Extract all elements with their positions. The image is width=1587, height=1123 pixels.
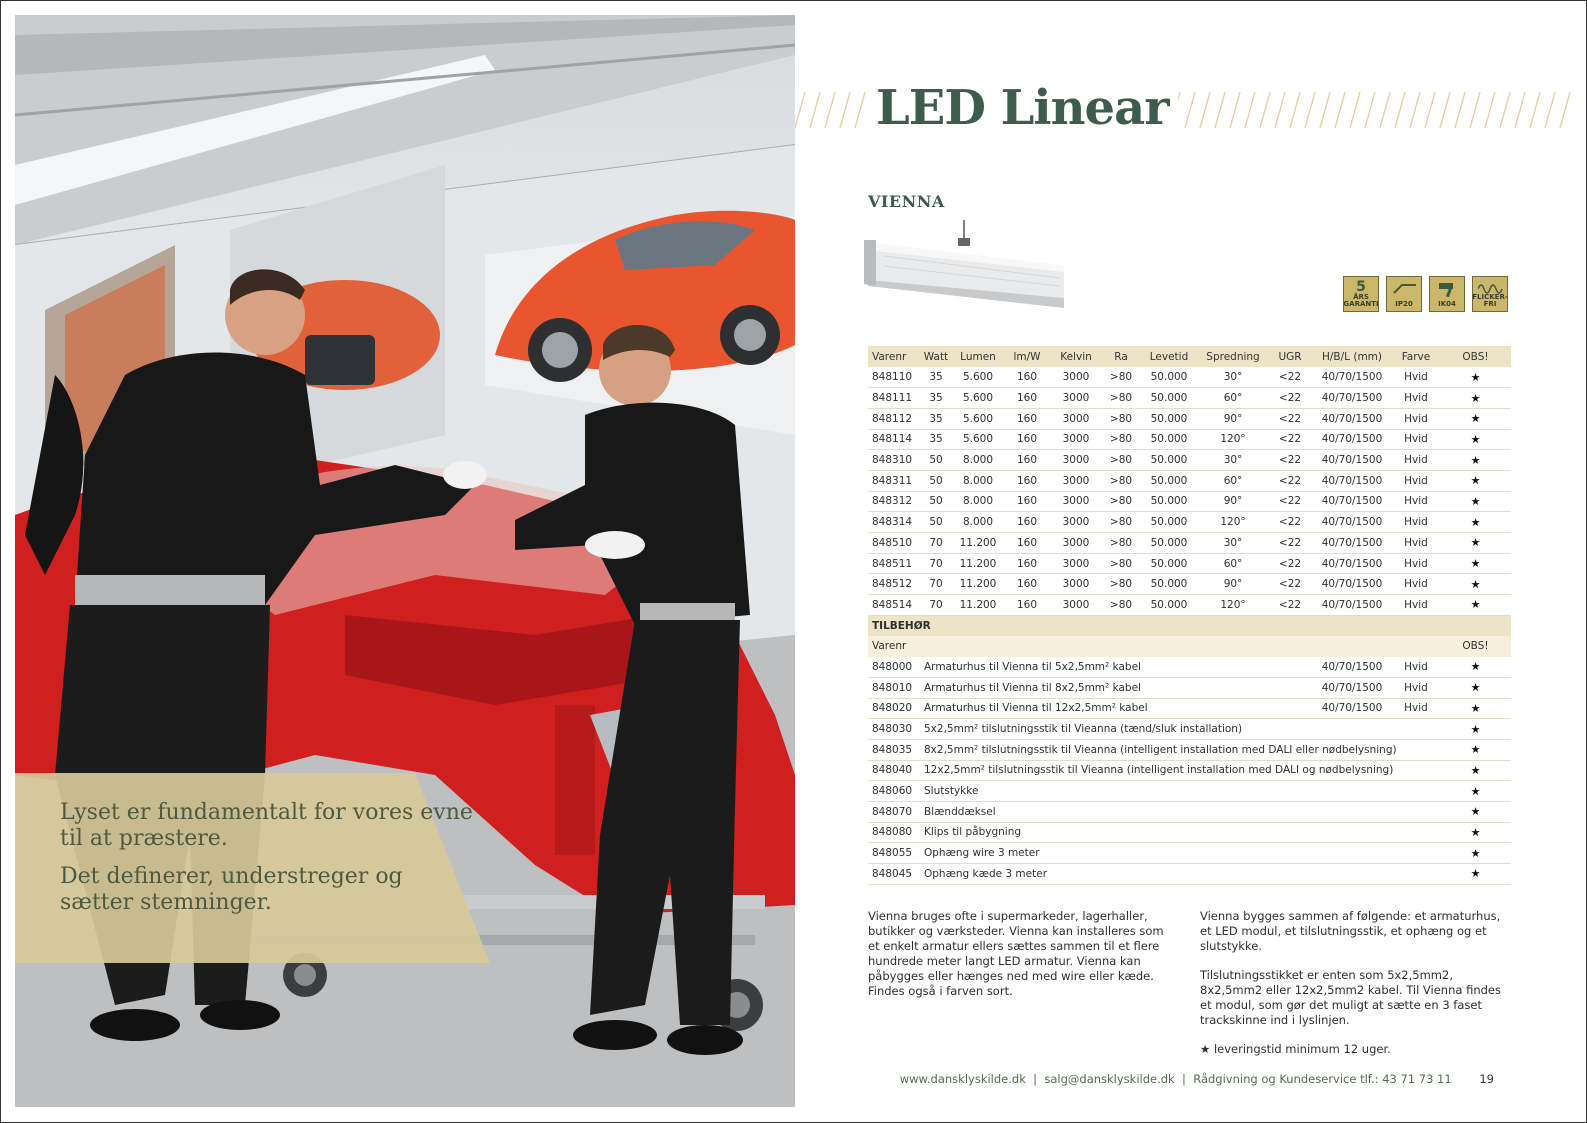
accessory-row — [868, 801, 1511, 822]
spec-cell: 40/70/1500 — [1312, 470, 1392, 491]
accessory-dimensions: 40/70/1500 — [1312, 698, 1392, 719]
spec-cell: 90° — [1198, 574, 1268, 595]
accessory-row — [868, 864, 1511, 885]
description-right — [1200, 909, 1515, 1071]
hatch-line — [1290, 92, 1300, 128]
spec-header-cell: Farve — [1392, 346, 1440, 367]
badge-label: IK04 — [1438, 300, 1456, 308]
spec-cell: 11.200 — [952, 595, 1004, 616]
spec-cell: 160 — [1004, 450, 1050, 471]
hatch-line — [1230, 92, 1240, 128]
accessory-varenr: 848010 — [868, 677, 920, 698]
accessory-description: 5x2,5mm² tilslutningsstik til Vieanna (tænd/sluk installation) — [920, 719, 1440, 740]
spec-cell: 40/70/1500 — [1312, 512, 1392, 533]
hatch-line — [1380, 92, 1390, 128]
spec-cell: 848112 — [868, 408, 920, 429]
spec-cell: 160 — [1004, 574, 1050, 595]
accessory-varenr: 848070 — [868, 801, 920, 822]
spec-cell: >80 — [1102, 533, 1140, 554]
spec-cell: 50 — [920, 512, 952, 533]
accessories-header-obs: OBS! — [1440, 636, 1511, 657]
spec-cell: 848512 — [868, 574, 920, 595]
spec-header-cell: UGR — [1268, 346, 1312, 367]
spec-cell: 11.200 — [952, 553, 1004, 574]
spec-cell: 40/70/1500 — [1312, 595, 1392, 616]
spec-cell: 70 — [920, 574, 952, 595]
spec-cell: <22 — [1268, 450, 1312, 471]
spec-cell: 50 — [920, 470, 952, 491]
hatch-line — [1410, 92, 1420, 128]
spec-cell: >80 — [1102, 450, 1140, 471]
accessory-dimensions: 40/70/1500 — [1312, 677, 1392, 698]
spec-row — [868, 512, 1511, 533]
spec-cell: 50.000 — [1140, 367, 1198, 388]
accessory-description: 8x2,5mm² tilslutningsstik til Vieanna (intelligent installation med DALI eller nødbelysning) — [920, 739, 1440, 760]
spec-cell: 60° — [1198, 470, 1268, 491]
hatch-line — [1470, 92, 1480, 128]
accessories-header-spacer — [920, 636, 1440, 657]
spec-cell: 160 — [1004, 491, 1050, 512]
accessory-row — [868, 657, 1511, 678]
spec-cell: 848510 — [868, 533, 920, 554]
spec-cell: 5.600 — [952, 429, 1004, 450]
spec-cell: <22 — [1268, 553, 1312, 574]
spec-cell: 30° — [1198, 367, 1268, 388]
spec-cell: 40/70/1500 — [1312, 408, 1392, 429]
obs-star-icon: ★ — [1440, 367, 1511, 388]
spec-header-cell: Varenr — [868, 346, 920, 367]
accessory-description: Ophæng wire 3 meter — [920, 843, 1440, 864]
spec-cell: 848111 — [868, 388, 920, 409]
spec-cell: 30° — [1198, 533, 1268, 554]
obs-star-icon: ★ — [1440, 408, 1511, 429]
spec-cell: >80 — [1102, 553, 1140, 574]
obs-star-icon: ★ — [1440, 698, 1511, 719]
accessory-description: Klips til påbygning — [920, 822, 1440, 843]
spec-cell: 848312 — [868, 491, 920, 512]
ip20-icon — [1392, 281, 1418, 297]
spec-cell: >80 — [1102, 388, 1140, 409]
spec-row — [868, 574, 1511, 595]
spec-cell: 3000 — [1050, 470, 1102, 491]
obs-star-icon: ★ — [1440, 595, 1511, 616]
hatch-line — [825, 92, 835, 128]
quote-line-1: Lyset er fundamentalt for vores evne til at præstere. — [60, 800, 473, 851]
spec-cell: 3000 — [1050, 553, 1102, 574]
spec-cell: 3000 — [1050, 574, 1102, 595]
accessory-varenr: 848000 — [868, 657, 920, 678]
spec-cell: Hvid — [1392, 574, 1440, 595]
spec-cell: 848311 — [868, 470, 920, 491]
spec-row — [868, 470, 1511, 491]
spec-row — [868, 491, 1511, 512]
accessory-color: Hvid — [1392, 698, 1440, 719]
spec-header-row — [868, 346, 1511, 367]
spec-cell: Hvid — [1392, 388, 1440, 409]
spec-cell: >80 — [1102, 512, 1140, 533]
quote-line-2: Det definerer, understreger og sætter stemninger. — [60, 864, 403, 915]
spec-cell: 120° — [1198, 429, 1268, 450]
spec-cell: 35 — [920, 408, 952, 429]
spec-cell: Hvid — [1392, 429, 1440, 450]
spec-row — [868, 553, 1511, 574]
hatch-line — [1455, 92, 1465, 128]
obs-star-icon: ★ — [1440, 677, 1511, 698]
spec-cell: 60° — [1198, 553, 1268, 574]
accessory-description: 12x2,5mm² tilslutningsstik til Vieanna (intelligent installation med DALI og nødbelysning) — [920, 760, 1440, 781]
spec-cell: 3000 — [1050, 450, 1102, 471]
accessory-color: Hvid — [1392, 657, 1440, 678]
spec-cell: <22 — [1268, 429, 1312, 450]
spec-cell: 40/70/1500 — [1312, 491, 1392, 512]
spec-cell: <22 — [1268, 367, 1312, 388]
spec-cell: 50.000 — [1140, 450, 1198, 471]
spec-cell: <22 — [1268, 388, 1312, 409]
accessory-description: Slutstykke — [920, 781, 1440, 802]
spec-cell: 5.600 — [952, 367, 1004, 388]
spec-row — [868, 429, 1511, 450]
spec-cell: 8.000 — [952, 450, 1004, 471]
spec-cell: 160 — [1004, 388, 1050, 409]
spec-cell: 40/70/1500 — [1312, 533, 1392, 554]
spec-cell: 50.000 — [1140, 388, 1198, 409]
spec-cell: <22 — [1268, 533, 1312, 554]
spec-cell: 848114 — [868, 429, 920, 450]
description-right-2: Tilslutningsstikket er enten som 5x2,5mm2, 8x2,5mm2 eller 12x2,5mm2 kabel. Til Vienna findes et modul, som gør det muligt at sætte en 3 faset trackskinne ind i lyslinjen. — [1200, 968, 1501, 1027]
spec-cell: 160 — [1004, 470, 1050, 491]
spec-cell: 5.600 — [952, 408, 1004, 429]
spec-cell: 160 — [1004, 367, 1050, 388]
spec-cell: 50.000 — [1140, 429, 1198, 450]
spec-cell: 40/70/1500 — [1312, 367, 1392, 388]
spec-cell: Hvid — [1392, 595, 1440, 616]
spec-cell: 30° — [1198, 450, 1268, 471]
spec-cell: 3000 — [1050, 491, 1102, 512]
hatch-line — [1185, 92, 1195, 128]
spec-cell: 11.200 — [952, 533, 1004, 554]
spec-cell: 70 — [920, 553, 952, 574]
spec-cell: Hvid — [1392, 367, 1440, 388]
spec-cell: >80 — [1102, 408, 1140, 429]
ik04-badge — [1429, 276, 1465, 312]
spec-cell: 11.200 — [952, 574, 1004, 595]
spec-cell: 70 — [920, 533, 952, 554]
spec-cell: 160 — [1004, 533, 1050, 554]
obs-star-icon: ★ — [1440, 470, 1511, 491]
spec-cell: Hvid — [1392, 450, 1440, 471]
flicker-free-icon — [1478, 281, 1504, 297]
accessory-varenr: 848035 — [868, 739, 920, 760]
spec-cell: 40/70/1500 — [1312, 450, 1392, 471]
spec-cell: 3000 — [1050, 512, 1102, 533]
spec-cell: <22 — [1268, 470, 1312, 491]
spec-cell: 8.000 — [952, 470, 1004, 491]
hatch-line — [1485, 92, 1495, 128]
spec-cell: <22 — [1268, 512, 1312, 533]
spec-cell: 3000 — [1050, 388, 1102, 409]
obs-star-icon: ★ — [1440, 553, 1511, 574]
spec-row — [868, 367, 1511, 388]
spec-cell: >80 — [1102, 595, 1140, 616]
delivery-note: ★ leveringstid minimum 12 uger. — [1200, 1042, 1391, 1056]
accessory-description: Ophæng kæde 3 meter — [920, 864, 1440, 885]
obs-star-icon: ★ — [1440, 760, 1511, 781]
obs-star-icon: ★ — [1440, 533, 1511, 554]
accessory-row — [868, 760, 1511, 781]
spec-cell: 3000 — [1050, 533, 1102, 554]
workshop-photo — [15, 15, 795, 1107]
spec-header-cell: lm/W — [1004, 346, 1050, 367]
spec-cell: >80 — [1102, 491, 1140, 512]
accessory-row — [868, 719, 1511, 740]
obs-star-icon: ★ — [1440, 491, 1511, 512]
page-title: LED Linear — [866, 80, 1178, 136]
spec-header-cell: Spredning — [1198, 346, 1268, 367]
spec-cell: >80 — [1102, 367, 1140, 388]
accessory-description: Blænddæksel — [920, 801, 1440, 822]
spec-row — [868, 595, 1511, 616]
obs-star-icon: ★ — [1440, 512, 1511, 533]
accessory-description: Armaturhus til Vienna til 8x2,5mm² kabel — [920, 677, 1312, 698]
hatch-line — [1365, 92, 1375, 128]
hatch-line — [855, 92, 865, 128]
spec-cell: 848514 — [868, 595, 920, 616]
spec-cell: 35 — [920, 367, 952, 388]
hatch-line — [1545, 92, 1555, 128]
spec-cell: Hvid — [1392, 533, 1440, 554]
spec-cell: 50.000 — [1140, 408, 1198, 429]
spec-cell: 35 — [920, 429, 952, 450]
spec-cell: >80 — [1102, 574, 1140, 595]
accessory-varenr: 848060 — [868, 781, 920, 802]
spec-cell: 40/70/1500 — [1312, 574, 1392, 595]
page-number: 19 — [1479, 1072, 1494, 1086]
accessory-row — [868, 843, 1511, 864]
spec-cell: 120° — [1198, 595, 1268, 616]
spec-cell: Hvid — [1392, 491, 1440, 512]
obs-star-icon: ★ — [1440, 429, 1511, 450]
spec-cell: <22 — [1268, 595, 1312, 616]
accessory-row — [868, 677, 1511, 698]
hatch-line — [1500, 92, 1510, 128]
accessory-varenr: 848040 — [868, 760, 920, 781]
hatch-line — [1245, 92, 1255, 128]
spec-cell: 40/70/1500 — [1312, 553, 1392, 574]
spec-cell: 8.000 — [952, 512, 1004, 533]
spec-cell: 160 — [1004, 429, 1050, 450]
spec-cell: 8.000 — [952, 491, 1004, 512]
spec-cell: 3000 — [1050, 429, 1102, 450]
accessory-varenr: 848045 — [868, 864, 920, 885]
accessory-row — [868, 781, 1511, 802]
description-left — [868, 909, 1173, 1013]
accessory-varenr: 848080 — [868, 822, 920, 843]
accessory-varenr: 848030 — [868, 719, 920, 740]
flicker-free-badge — [1472, 276, 1508, 312]
footer — [900, 1072, 1494, 1086]
spec-cell: 848511 — [868, 553, 920, 574]
spec-cell: 3000 — [1050, 595, 1102, 616]
spec-cell: <22 — [1268, 574, 1312, 595]
hatch-line — [1530, 92, 1540, 128]
vienna-luminaire-image — [864, 220, 1064, 319]
accessory-row — [868, 698, 1511, 719]
spec-cell: 160 — [1004, 408, 1050, 429]
spec-cell: Hvid — [1392, 470, 1440, 491]
spec-header-cell: Levetid — [1140, 346, 1198, 367]
accessory-varenr: 848020 — [868, 698, 920, 719]
spec-cell: 60° — [1198, 388, 1268, 409]
obs-star-icon: ★ — [1440, 739, 1511, 760]
spec-row — [868, 388, 1511, 409]
quote — [60, 800, 480, 928]
spec-cell: 50.000 — [1140, 574, 1198, 595]
badge-label: FLICKER-FRI — [1472, 293, 1508, 308]
hatch-line — [1560, 92, 1570, 128]
spec-cell: 848110 — [868, 367, 920, 388]
obs-star-icon: ★ — [1440, 657, 1511, 678]
obs-star-icon: ★ — [1440, 822, 1511, 843]
obs-star-icon: ★ — [1440, 864, 1511, 885]
spec-header-cell: OBS! — [1440, 346, 1511, 367]
hatch-line — [1275, 92, 1285, 128]
hatch-line — [795, 92, 805, 128]
obs-star-icon: ★ — [1440, 843, 1511, 864]
spec-cell: 70 — [920, 595, 952, 616]
spec-cell: 160 — [1004, 595, 1050, 616]
spec-row — [868, 450, 1511, 471]
accessory-description: Armaturhus til Vienna til 12x2,5mm² kabel — [920, 698, 1312, 719]
hatch-line — [1440, 92, 1450, 128]
spec-cell: 90° — [1198, 408, 1268, 429]
badge-label: IP20 — [1395, 300, 1413, 308]
accessories-section-row — [868, 615, 1511, 636]
spec-cell: 40/70/1500 — [1312, 388, 1392, 409]
hatch-line — [1260, 92, 1270, 128]
hatch-line — [1200, 92, 1210, 128]
accessory-color: Hvid — [1392, 677, 1440, 698]
spec-header-cell: H/B/L (mm) — [1312, 346, 1392, 367]
spec-cell: >80 — [1102, 470, 1140, 491]
spec-cell: 50.000 — [1140, 491, 1198, 512]
obs-star-icon: ★ — [1440, 388, 1511, 409]
spec-table — [868, 346, 1511, 885]
spec-cell: 35 — [920, 388, 952, 409]
ip20-badge — [1386, 276, 1422, 312]
hatch-line — [1425, 92, 1435, 128]
spec-cell: 3000 — [1050, 367, 1102, 388]
hatch-line — [840, 92, 850, 128]
obs-star-icon: ★ — [1440, 801, 1511, 822]
spec-cell: 50.000 — [1140, 470, 1198, 491]
spec-cell: <22 — [1268, 491, 1312, 512]
obs-star-icon: ★ — [1440, 450, 1511, 471]
spec-cell: 50.000 — [1140, 595, 1198, 616]
spec-cell: <22 — [1268, 408, 1312, 429]
hatch-line — [1320, 92, 1330, 128]
accessory-row — [868, 739, 1511, 760]
obs-star-icon: ★ — [1440, 719, 1511, 740]
description-right-1: Vienna bygges sammen af følgende: et armaturhus, et LED modul, et tilslutningsstik, et ophæng og et slutstykke. — [1200, 909, 1501, 953]
spec-cell: >80 — [1102, 429, 1140, 450]
hatch-line — [1215, 92, 1225, 128]
spec-cell: Hvid — [1392, 408, 1440, 429]
product-name: VIENNA — [868, 192, 945, 211]
accessories-header-row — [868, 636, 1511, 657]
accessory-varenr: 848055 — [868, 843, 920, 864]
hatch-line — [1305, 92, 1315, 128]
hatch-line — [810, 92, 820, 128]
hammer-icon — [1435, 281, 1461, 297]
spec-row — [868, 533, 1511, 554]
description-left-text: Vienna bruges ofte i supermarkeder, lagerhaller, butikker og værksteder. Vienna kan installeres som et enkelt armatur ellers sættes sammen til et flere hundrede meter langt LED armatur. Vienna kan påbygges eller hænges ned med wire eller kæde. Findes også i farven sort. — [868, 909, 1164, 998]
spec-cell: 50 — [920, 450, 952, 471]
accessory-row — [868, 822, 1511, 843]
accessory-dimensions: 40/70/1500 — [1312, 657, 1392, 678]
spec-cell: 120° — [1198, 512, 1268, 533]
spec-cell: 90° — [1198, 491, 1268, 512]
hatch-line — [1350, 92, 1360, 128]
spec-header-cell: Kelvin — [1050, 346, 1102, 367]
footer-contact: www.dansklyskilde.dk | salg@dansklyskilde.dk | Rådgivning og Kundeservice tlf.: 43 71 73 11 — [899, 1072, 1452, 1086]
spec-cell: 160 — [1004, 512, 1050, 533]
certification-badges — [1343, 276, 1508, 312]
accessories-label: TILBEHØR — [868, 615, 1511, 636]
spec-cell: 160 — [1004, 553, 1050, 574]
hatch-line — [1515, 92, 1525, 128]
accessory-description: Armaturhus til Vienna til 5x2,5mm² kabel — [920, 657, 1312, 678]
accessories-header-varenr: Varenr — [868, 636, 920, 657]
hatch-line — [1395, 92, 1405, 128]
spec-header-cell: Watt — [920, 346, 952, 367]
spec-cell: Hvid — [1392, 553, 1440, 574]
spec-cell: 40/70/1500 — [1312, 429, 1392, 450]
spec-cell: 848314 — [868, 512, 920, 533]
spec-cell: 50 — [920, 491, 952, 512]
spec-cell: Hvid — [1392, 512, 1440, 533]
spec-cell: 50.000 — [1140, 533, 1198, 554]
spec-cell: 5.600 — [952, 388, 1004, 409]
obs-star-icon: ★ — [1440, 781, 1511, 802]
hatch-line — [1335, 92, 1345, 128]
warranty-badge — [1343, 276, 1379, 312]
warranty-icon: 5 — [1356, 279, 1366, 295]
spec-header-cell: Ra — [1102, 346, 1140, 367]
obs-star-icon: ★ — [1440, 574, 1511, 595]
spec-header-cell: Lumen — [952, 346, 1004, 367]
spec-cell: 3000 — [1050, 408, 1102, 429]
spec-cell: 848310 — [868, 450, 920, 471]
spec-cell: 50.000 — [1140, 553, 1198, 574]
spec-row — [868, 408, 1511, 429]
badge-label: ÅRS GARANTI — [1343, 293, 1379, 308]
spec-cell: 50.000 — [1140, 512, 1198, 533]
